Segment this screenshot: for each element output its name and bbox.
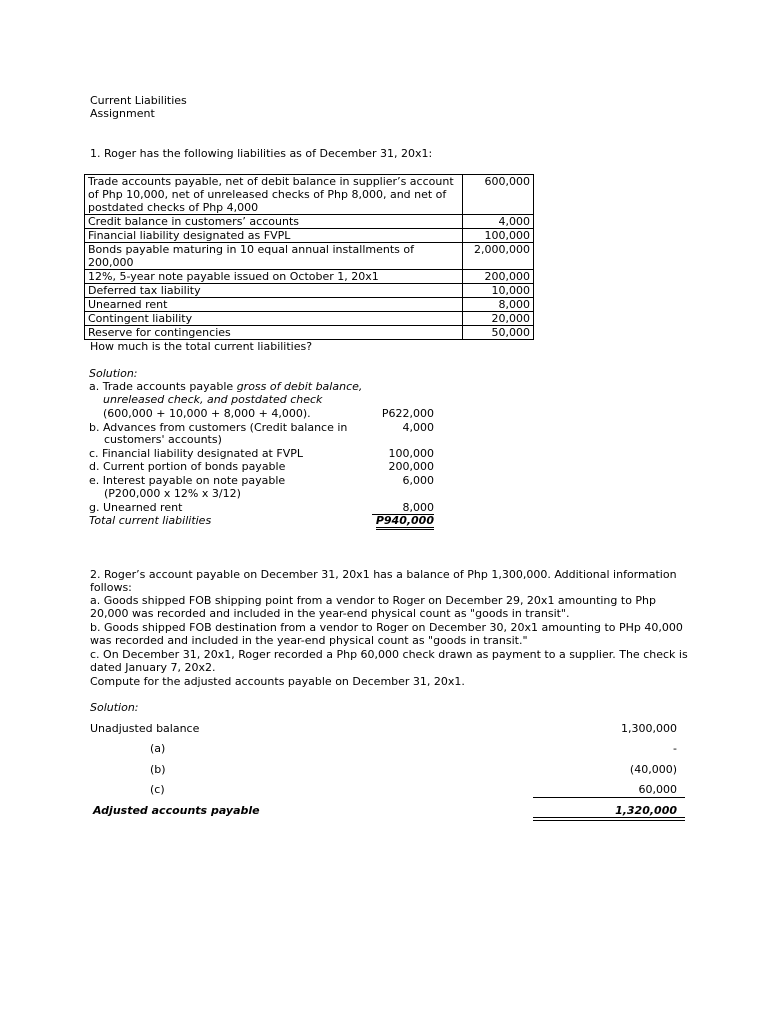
liability-amount: 10,000 [463,284,534,298]
solution2-subtotal-rule [533,797,685,798]
adjustment-value: 60,000 [638,783,677,796]
liability-amount: 100,000 [463,229,534,243]
solution1-e-line1: e. Interest payable on note payable [89,474,286,487]
liability-amount: 50,000 [463,326,534,340]
solution2-adjusted-value: 1,320,000 [615,804,677,817]
solution1-e-row [89,474,434,487]
solution2-adjusted-label: Adjusted accounts payable [93,804,260,817]
solution1-d-row [89,460,434,473]
problem2-line: a. Goods shipped FOB shipping point from a vendor to Roger on December 29, 20x1 amounting to Php [90,594,657,607]
solution1-e-value: 6,000 [402,474,434,487]
solution1-b-line1: b. Advances from customers (Credit balance in [89,421,348,434]
solution1-g-line: g. Unearned rent [89,501,183,514]
liability-description: Unearned rent [85,298,463,312]
liability-amount: 2,000,000 [463,243,534,270]
solution1-a-row [89,407,434,420]
problem2-line: 20,000 was recorded and included in the year-end physical count as "goods in transit". [90,607,570,620]
solution2-unadjusted-label: Unadjusted balance [90,722,200,735]
liability-description: Contingent liability [85,312,463,326]
adjustment-label: (a) [150,742,166,755]
problem2-line: follows: [90,581,132,594]
solution2-unadjusted-value: 1,300,000 [621,722,677,735]
solution1-total-label: Total current liabilities [89,514,212,527]
liability-description: Bonds payable maturing in 10 equal annual installments of 200,000 [85,243,463,270]
solution1-b-value: 4,000 [402,421,434,434]
liability-description: Credit balance in customers’ accounts [85,215,463,229]
liability-amount: 20,000 [463,312,534,326]
adjustment-label: (b) [150,763,166,776]
solution1-a-value: P622,000 [381,407,434,420]
solution1-g-row [89,501,434,514]
solution1-c-value: 100,000 [388,447,434,460]
liability-row [85,270,534,284]
liability-amount: 600,000 [463,175,534,215]
liability-row [85,215,534,229]
problem2-line: was recorded and included in the year-end physical count as "goods in transit." [90,634,528,647]
liability-amount: 4,000 [463,215,534,229]
problem1-question: 1. Roger has the following liabilities as of December 31, 20x1: [90,147,433,160]
liability-row [85,229,534,243]
liability-description: 12%, 5-year note payable issued on October 1, 20x1 [85,270,463,284]
solution1-a-italic: gross of debit balance, [236,380,363,393]
solution1-a-prefix: a. Trade accounts payable [89,380,237,393]
document-title: Current Liabilities [90,94,187,107]
solution1-e-line2: (P200,000 x 12% x 3/12) [104,487,241,500]
solution1-total-row [89,514,434,527]
solution1-a-line1 [89,380,362,393]
problem2-line: dated January 7, 20x2. [90,661,216,674]
document-subtitle: Assignment [90,107,155,120]
solution1-label: Solution: [89,367,138,380]
liability-row [85,284,534,298]
liability-description: Trade accounts payable, net of debit balance in supplier’s account of Php 10,000, net of unreleased checks of Php 8,000, and net of postdated checks of Php 4,000 [85,175,463,215]
problem2-line: c. On December 31, 20x1, Roger recorded a Php 60,000 check drawn as payment to a supplier. The check is [90,648,688,661]
solution1-c-line: c. Financial liability designated at FVPL [89,447,303,460]
liability-amount: 8,000 [463,298,534,312]
problem2-line: b. Goods shipped FOB destination from a vendor to Roger on December 30, 20x1 amounting to PHp 40,000 [90,621,683,634]
solution1-d-value: 200,000 [388,460,434,473]
liability-row [85,243,534,270]
liability-description: Financial liability designated as FVPL [85,229,463,243]
problem2-line: 2. Roger’s account payable on December 31, 20x1 has a balance of Php 1,300,000. Additional information [90,568,677,581]
liability-row [85,298,534,312]
problem1-ask: How much is the total current liabilities? [90,340,313,353]
solution1-a-line2: unreleased check, and postdated check [103,393,323,406]
adjustment-value: - [673,742,677,755]
solution2-label: Solution: [90,701,139,714]
solution1-a-line3: (600,000 + 10,000 + 8,000 + 4,000). [103,407,311,420]
solution1-d-line: d. Current portion of bonds payable [89,460,286,473]
solution1-total-value: P940,000 [376,514,434,530]
liability-row [85,326,534,340]
liabilities-table [84,174,534,340]
problem2-line: Compute for the adjusted accounts payable on December 31, 20x1. [90,675,465,688]
solution1-b-line2: customers' accounts) [104,433,222,446]
liability-row [85,312,534,326]
liability-description: Reserve for contingencies [85,326,463,340]
adjustment-label: (c) [150,783,165,796]
solution1-g-value: 8,000 [372,501,434,515]
solution2-double-rule [533,817,685,821]
liability-row [85,175,534,215]
adjustment-value: (40,000) [629,763,677,776]
liability-description: Deferred tax liability [85,284,463,298]
solution1-c-row [89,447,434,460]
liability-amount: 200,000 [463,270,534,284]
